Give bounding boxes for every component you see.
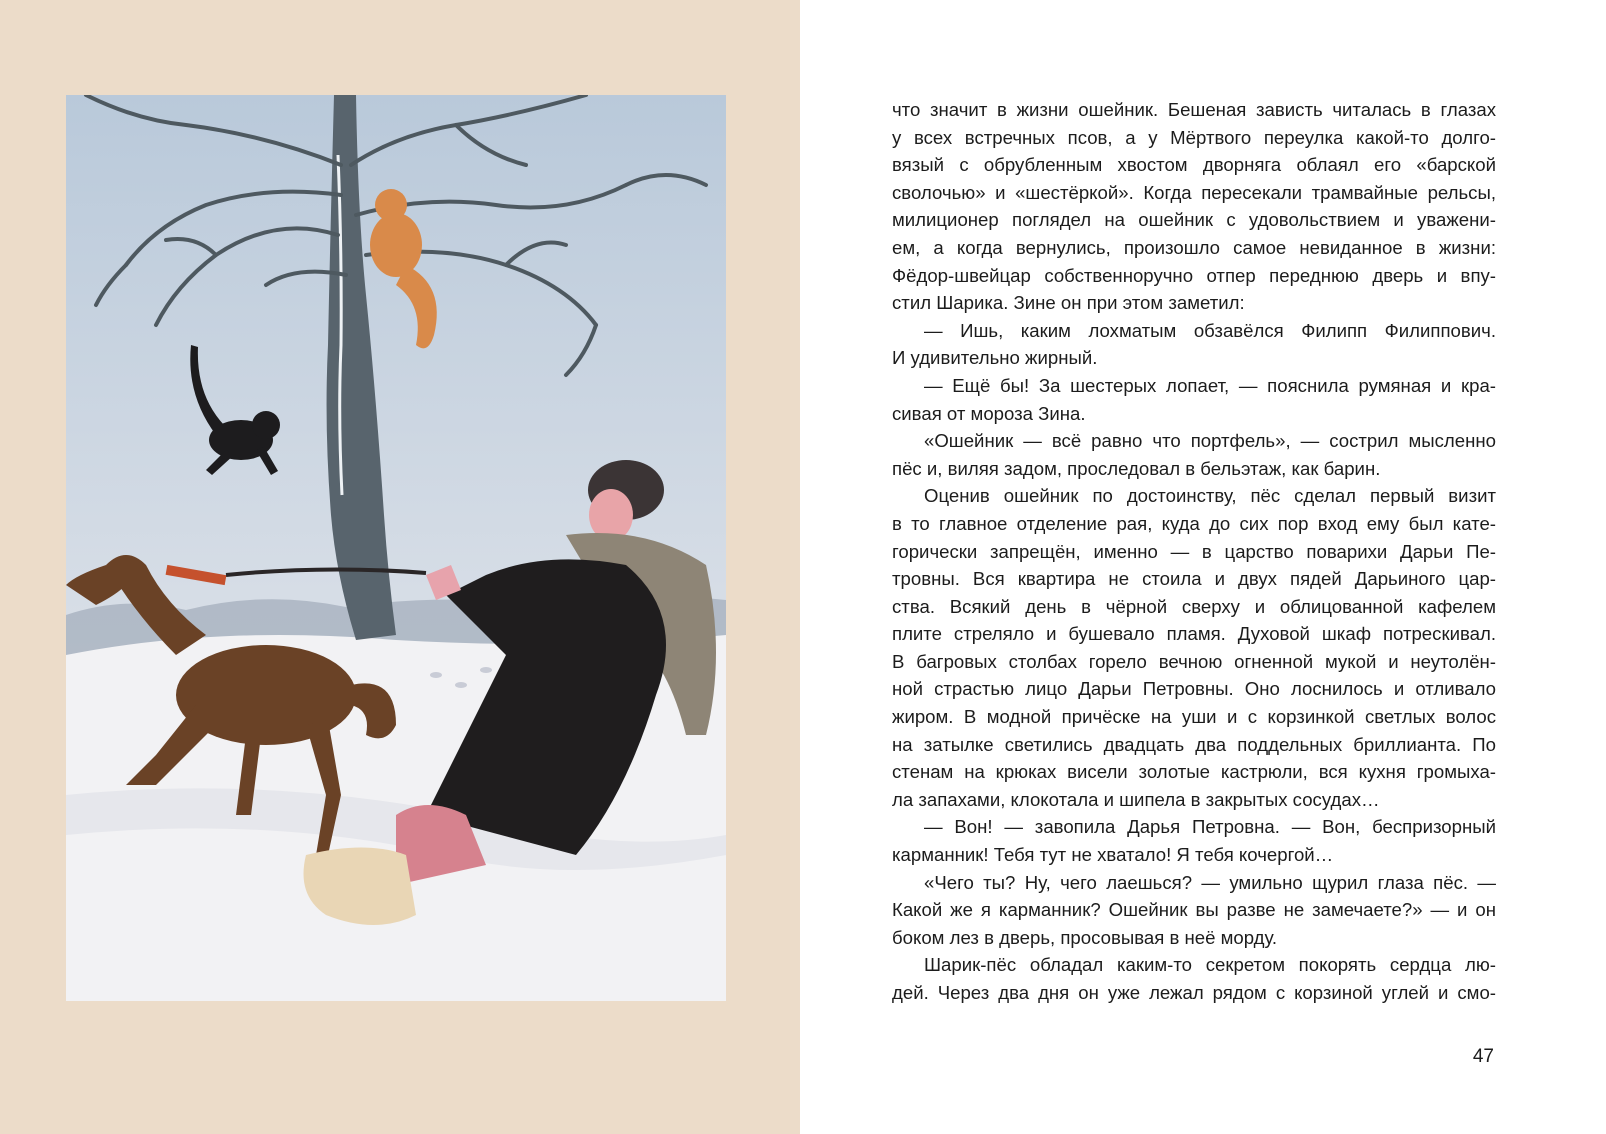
right-page [800,0,1606,1134]
text-line: Какой же я карманник? Ошейник вы разве не замечаете?» — и он [892,899,1496,921]
text-line: вязый с обрубленным хвостом дворняга облаял его «барской [892,154,1496,176]
text-line: Шарик-пёс обладал каким-то секретом покорять сердца лю- [924,954,1496,976]
text-line: сивая от мороза Зина. [892,402,1086,424]
text-line: — Ещё бы! За шестерых лопает, — пояснила румяная и кра- [924,374,1496,396]
text-line: ла запахами, клокотала и шипела в закрытых сосудах… [892,788,1380,810]
text-line: И удивительно жирный. [892,347,1098,369]
text-line: плите стреляло и бушевало пламя. Духовой шкаф потрескивал. [892,623,1496,645]
text-line: «Ошейник — всё равно что портфель», — сострил мысленно [924,430,1496,452]
text-line: ной страстью лицо Дарьи Петровны. Оно лоснилось и отливало [892,678,1496,700]
text-line: горически запрещён, именно — в царство поварихи Дарьи Пе- [892,540,1496,562]
text-line: стенам на крюках висели золотые кастрюли, вся кухня громыха- [892,761,1496,783]
text-line: стил Шарика. Зине он при этом заметил: [892,292,1245,314]
book-illustration [66,95,726,1001]
text-line: пёс и, виляя задом, проследовал в бельэтаж, как барин. [892,457,1381,479]
text-line: — Вон! — завопила Дарья Петровна. — Вон, беспризорный [924,816,1496,838]
text-line: тровны. Вся квартира не стоила и двух пядей Дарьиного цар- [892,568,1496,590]
text-line: «Чего ты? Ну, чего лаешься? — умильно щурил глаза пёс. — [924,871,1496,893]
text-line: ем, а когда вернулись, произошло самое невиданное в жизни: [892,236,1496,258]
illustration-art [66,95,726,1001]
body-text [892,96,1496,1007]
text-line: у всех встречных псов, а у Мёртвого переулка какой-то долго- [892,126,1496,148]
text-line: дей. Через два дня он уже лежал рядом с корзиной углей и смо- [892,982,1496,1003]
text-line: карманник! Тебя тут не хватало! Я тебя кочергой… [892,844,1334,866]
text-line: Оценив ошейник по достоинству, пёс сделал первый визит [924,485,1496,507]
text-line: — Ишь, каким лохматым обзавёлся Филипп Филиппович. [924,319,1496,341]
text-line: сволочью» и «шестёркой». Когда пересекали трамвайные рельсы, [892,181,1496,203]
text-line: боком лез в дверь, просовывая в неё морду. [892,926,1278,948]
text-line: в то главное отделение рая, куда до сих пор вход ему был кате- [892,512,1496,534]
text-line: жиром. В модной причёске на уши и с корзинкой светлых волос [892,706,1496,728]
text-line: на затылке светились двадцать два поддельных бриллианта. По [892,733,1496,755]
text-line: В багровых столбах горело вечною огненной мукой и неутолён- [892,650,1496,672]
text-line: Фёдор-швейцар собственноручно отпер переднюю дверь и впу- [892,264,1496,286]
page-number: 47 [1472,1046,1494,1067]
left-page [0,0,800,1134]
text-line: милиционер поглядел на ошейник с удовольствием и уважени- [892,209,1496,231]
text-line: ства. Всякий день в чёрной сверху и облицованной кафелем [892,595,1496,617]
text-line: что значит в жизни ошейник. Бешеная зависть читалась в глазах [892,99,1496,120]
